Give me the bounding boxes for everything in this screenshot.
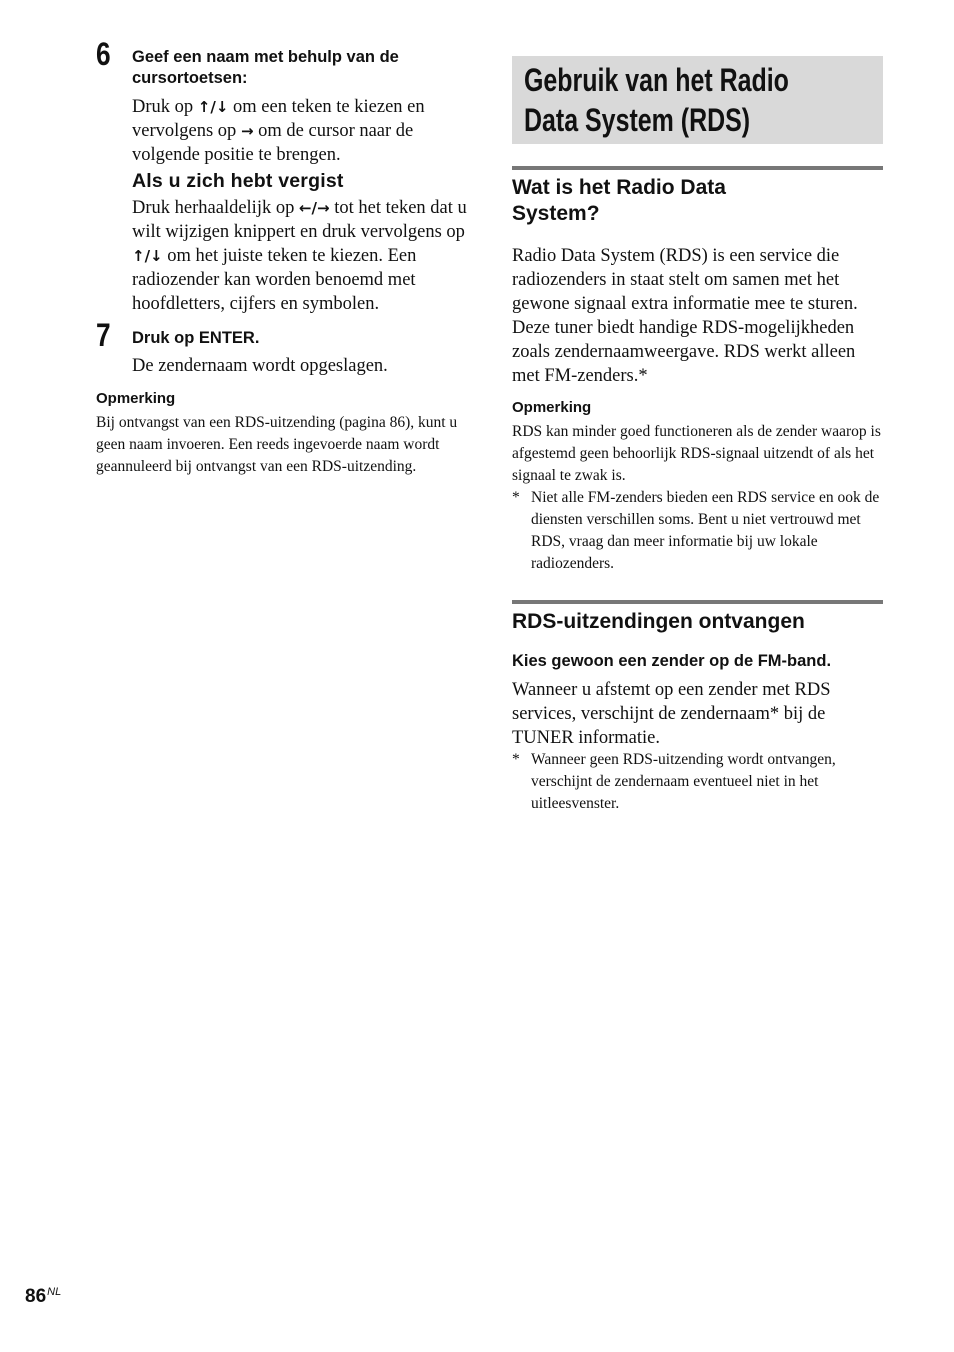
section-2-rule bbox=[512, 600, 883, 604]
chapter-title-line-2: Data System (RDS) bbox=[524, 102, 751, 138]
page-number-value: 86 bbox=[25, 1286, 47, 1307]
left-note-heading: Opmerking bbox=[96, 390, 176, 407]
section-2-body: Wanneer u afstemt op een zender met RDS services, verschijnt de zendernaam* bij de TUNER informatie. bbox=[512, 680, 831, 748]
section-1-rule bbox=[512, 166, 883, 170]
chapter-title-box bbox=[512, 56, 883, 144]
left-note-text: Bij ontvangst van een RDS-uitzending (pagina 86), kunt u geen naam invoeren. Een reeds ingevoerde naam wordt geannuleerd bij ontvangst van een RDS-uitzending. bbox=[96, 414, 458, 475]
step-6-body bbox=[132, 95, 472, 167]
step-6-body-pre: Druk op bbox=[132, 97, 198, 117]
step-6-title: Geef een naam met behulp van de cursortoetsen: bbox=[132, 48, 399, 87]
section-1-body: Radio Data System (RDS) is een service die radiozenders in staat stelt om samen met het gewone signaal extra informatie mee te sturen. Deze tuner biedt handige RDS-mogelijkheden zoals zendernaamweergave. RDS werkt alleen met FM-zenders.* bbox=[512, 246, 858, 386]
page-number bbox=[25, 1280, 61, 1309]
section-2-footnote-text: Wanneer geen RDS-uitzending wordt ontvangen, verschijnt de zendernaam eventueel niet in het uitleesvenster. bbox=[531, 751, 836, 812]
up-down-arrow-icon: ↑/↓ bbox=[197, 98, 229, 116]
step-7-body: De zendernaam wordt opgeslagen. bbox=[132, 356, 388, 376]
section-1-footnote bbox=[512, 487, 883, 577]
section-1-heading: Wat is het Radio Data System? bbox=[512, 176, 726, 225]
section-1-note-heading: Opmerking bbox=[512, 399, 592, 416]
section-2-footnote bbox=[512, 749, 883, 819]
step-7-title: Druk op ENTER. bbox=[132, 329, 260, 347]
section-2-heading: RDS-uitzendingen ontvangen bbox=[512, 610, 805, 633]
step-6-number: 6 bbox=[96, 36, 111, 72]
section-1-footnote-text: Niet alle FM-zenders bieden een RDS service en ook de diensten verschillen soms. Bent u niet vertrouwd met RDS, vraag dan meer informatie bij uw lokale radiozenders. bbox=[531, 489, 880, 572]
right-arrow-icon: → bbox=[240, 122, 254, 140]
step-7-number: 7 bbox=[96, 317, 111, 353]
mistake-subheading: Als u zich hebt vergist bbox=[132, 170, 344, 192]
footnote-asterisk: * bbox=[512, 489, 520, 506]
mistake-body bbox=[132, 196, 472, 316]
section-1-note-text: RDS kan minder goed functioneren als de zender waarop is afgestemd geen behoorlijk RDS-signaal uitzendt of als het signaal te zwak is. bbox=[512, 423, 881, 484]
up-down-arrow-icon: ↑/↓ bbox=[132, 247, 163, 265]
step-6-body-mid: om een teken te kiezen en vervolgens op bbox=[132, 97, 425, 141]
chapter-title bbox=[524, 60, 867, 140]
chapter-title-line-1: Gebruik van het Radio bbox=[524, 62, 789, 98]
step-6-body-post: om de cursor naar de volgende positie te brengen. bbox=[132, 121, 414, 165]
mistake-body-pre: Druk herhaaldelijk op bbox=[132, 198, 299, 218]
mistake-body-post: om het juiste teken te kiezen. Een radiozender kan worden benoemd met hoofdletters, cijfers en symbolen. bbox=[132, 246, 417, 314]
footnote-asterisk: * bbox=[512, 751, 520, 768]
page-language-code: NL bbox=[47, 1286, 62, 1298]
mistake-body-mid: tot het teken dat u wilt wijzigen knippert en druk vervolgens op bbox=[132, 198, 467, 242]
left-right-arrow-icon: ←/→ bbox=[298, 199, 330, 217]
section-2-instruction: Kies gewoon een zender op de FM-band. bbox=[512, 652, 832, 670]
